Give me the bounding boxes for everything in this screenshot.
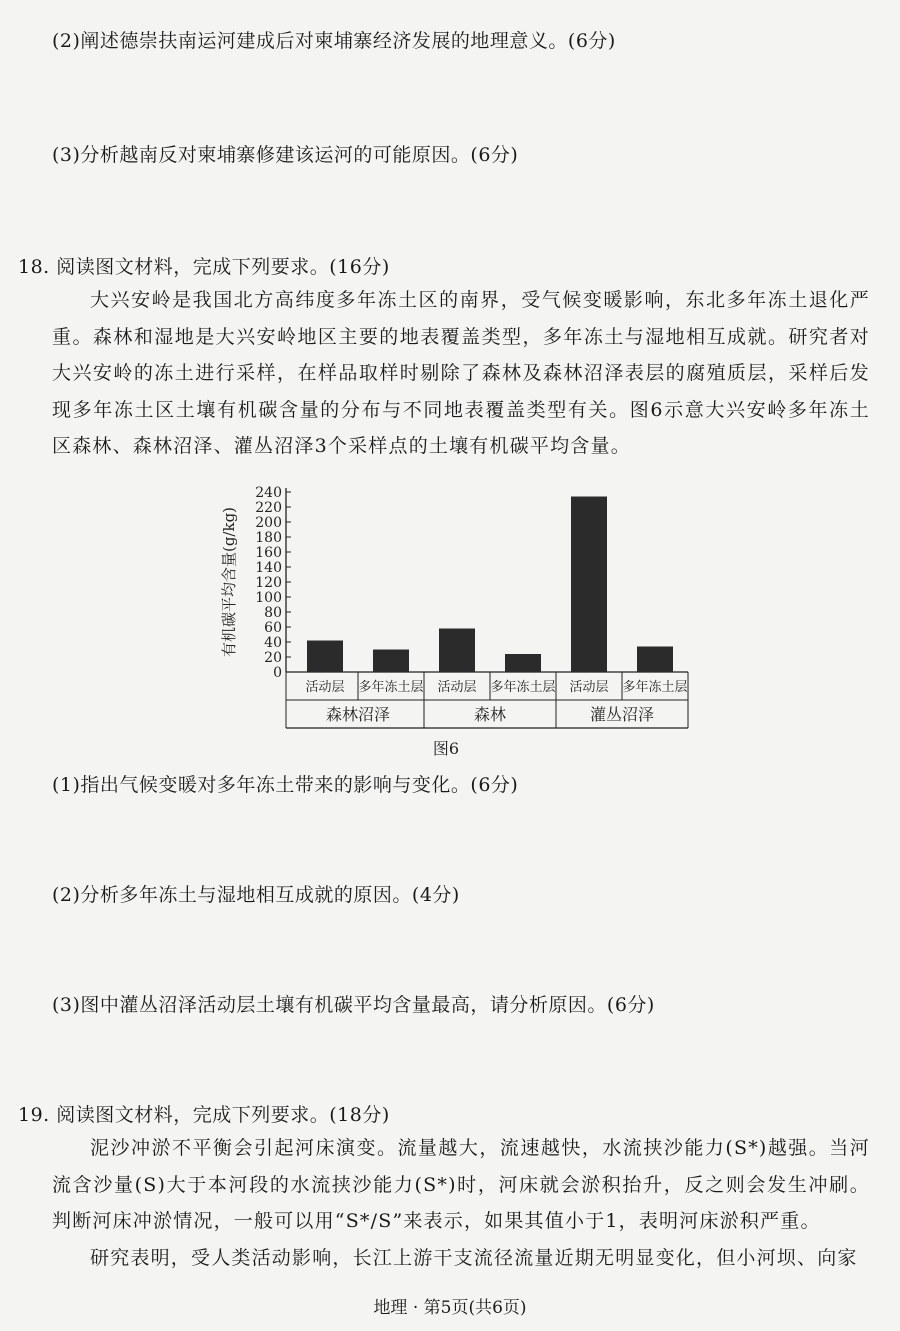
bar (505, 654, 541, 672)
q19-paragraph-1: 泥沙冲淤不平衡会引起河床演变。流量越大，流速越快，水流挟沙能力(S*)越强。当河流含沙量(S)大于本河段的水流挟沙能力(S*)时，河床就会淤积抬升，反之则会发生冲刷。判断河床冲淤情况，一般可以用“S*/S”来表示，如果其值小于1，表明河床淤积严重。 (52, 1137, 870, 1233)
y-tick-label: 220 (255, 500, 282, 516)
group-label: 森林沼泽 (325, 705, 391, 724)
y-tick-label: 200 (255, 515, 282, 531)
q19-paragraph-2: 研究表明，受人类活动影响，长江上游干支流径流量近期无明显变化，但小河坝、向家 (90, 1246, 858, 1269)
bar (307, 641, 343, 673)
figure-caption: 图6 (432, 739, 460, 758)
figure-6-chart (200, 478, 720, 758)
category-label: 多年冻土层 (622, 680, 688, 695)
y-tick-label: 100 (255, 590, 282, 606)
q19-heading: 19. 阅读图文材料，完成下列要求。(18分) (18, 1104, 390, 1126)
bar (571, 497, 607, 673)
bar (373, 650, 409, 673)
y-tick-label: 0 (273, 665, 282, 681)
q19-material (52, 1130, 870, 1276)
q17-sub3: (3)分析越南反对柬埔寨修建该运河的可能原因。(6分) (52, 144, 519, 166)
y-tick-label: 80 (264, 605, 282, 621)
y-tick-label: 180 (255, 530, 282, 546)
q18-sub1: (1)指出气候变暖对多年冻土带来的影响与变化。(6分) (52, 774, 519, 796)
category-label: 活动层 (569, 680, 609, 695)
q18-paragraph: 大兴安岭是我国北方高纬度多年冻土区的南界，受气候变暖影响，东北多年冻土退化严重。森林和湿地是大兴安岭地区主要的地表覆盖类型，多年冻土与湿地相互成就。研究者对大兴安岭的冻土进行采样，在样品取样时剔除了森林及森林沼泽表层的腐殖质层，采样后发现多年冻土区土壤有机碳含量的分布与不同地表覆盖类型有关。图6示意大兴安岭多年冻土区森林、森林沼泽、灌丛沼泽3个采样点的土壤有机碳平均含量。 (52, 289, 870, 458)
q18-material (52, 282, 870, 465)
y-tick-label: 20 (264, 650, 282, 666)
q18-sub3: (3)图中灌丛沼泽活动层土壤有机碳平均含量最高，请分析原因。(6分) (52, 994, 655, 1016)
y-tick-label: 240 (255, 485, 282, 501)
q18-heading: 18. 阅读图文材料，完成下列要求。(16分) (18, 256, 390, 278)
y-tick-label: 140 (255, 560, 282, 576)
y-tick-label: 120 (255, 575, 282, 591)
bar (637, 647, 673, 673)
category-label: 多年冻土层 (358, 680, 424, 695)
page-footer: 地理 · 第5页(共6页) (373, 1298, 527, 1318)
group-label: 灌丛沼泽 (589, 705, 655, 724)
y-tick-label: 160 (255, 545, 282, 561)
q18-sub2: (2)分析多年冻土与湿地相互成就的原因。(4分) (52, 884, 460, 906)
y-axis-label: 有机碳平均含量(g/kg) (220, 506, 238, 658)
bar (439, 629, 475, 673)
group-label: 森林 (473, 705, 507, 724)
category-label: 活动层 (305, 680, 345, 695)
y-tick-label: 60 (264, 620, 282, 636)
category-label: 多年冻土层 (490, 680, 556, 695)
q17-sub2: (2)阐述德崇扶南运河建成后对柬埔寨经济发展的地理意义。(6分) (52, 30, 616, 52)
y-tick-label: 40 (264, 635, 282, 651)
category-label: 活动层 (437, 680, 477, 695)
